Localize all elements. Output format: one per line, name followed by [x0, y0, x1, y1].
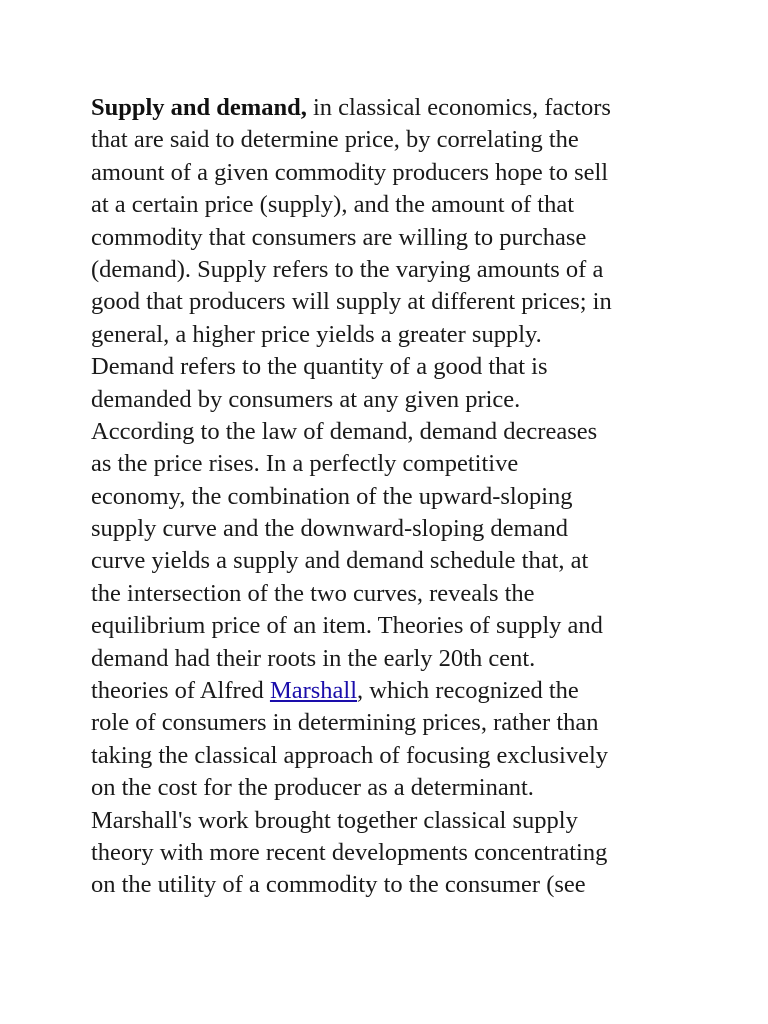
text-fragment: , which recognized the: [357, 677, 579, 705]
text-line: supply curve and the downward-sloping demand: [91, 515, 568, 543]
text-line: theory with more recent developments concentrating: [91, 838, 608, 866]
text-line: general, a higher price yields a greater supply.: [91, 320, 542, 348]
text-fragment: in classical economics, factors: [306, 94, 611, 121]
text-line: commodity that consumers are willing to purchase: [91, 223, 587, 251]
text-line: that are said to determine price, by correlating the: [91, 126, 579, 154]
text-line: amount of a given commodity producers hope to sell: [91, 158, 609, 186]
text-line: [91, 675, 691, 707]
text-line: the intersection of the two curves, reveals the: [91, 579, 535, 607]
text-line: role of consumers in determining prices, rather than: [91, 709, 599, 737]
text-line: equilibrium price of an item. Theories of supply and: [91, 612, 603, 640]
text-line: on the utility of a commodity to the consumer (see: [91, 871, 586, 899]
text-line: Marshall's work brought together classical supply: [91, 806, 578, 834]
text-line: at a certain price (supply), and the amount of that: [91, 191, 575, 219]
text-line: curve yields a supply and demand schedule that, at: [91, 547, 589, 575]
text-line: on the cost for the producer as a determinant.: [91, 774, 534, 802]
text-line: as the price rises. In a perfectly competitive: [91, 450, 519, 478]
text-line: economy, the combination of the upward-sloping: [91, 482, 573, 510]
text-line: Demand refers to the quantity of a good that is: [91, 353, 548, 381]
marshall-link[interactable]: Marshall: [269, 677, 358, 705]
text-fragment: theories of Alfred: [91, 677, 270, 705]
article-body: [91, 92, 691, 902]
text-line: demand had their roots in the early 20th cent.: [91, 644, 536, 672]
text-line: demanded by consumers at any given price.: [91, 385, 521, 413]
text-line: According to the law of demand, demand decreases: [91, 417, 598, 445]
text-line: (demand). Supply refers to the varying amounts of a: [91, 255, 604, 283]
defined-term: Supply and demand,: [91, 94, 307, 121]
text-line: taking the classical approach of focusing exclusively: [91, 741, 609, 769]
text-line: [91, 92, 691, 124]
text-line: good that producers will supply at different prices; in: [91, 288, 612, 316]
